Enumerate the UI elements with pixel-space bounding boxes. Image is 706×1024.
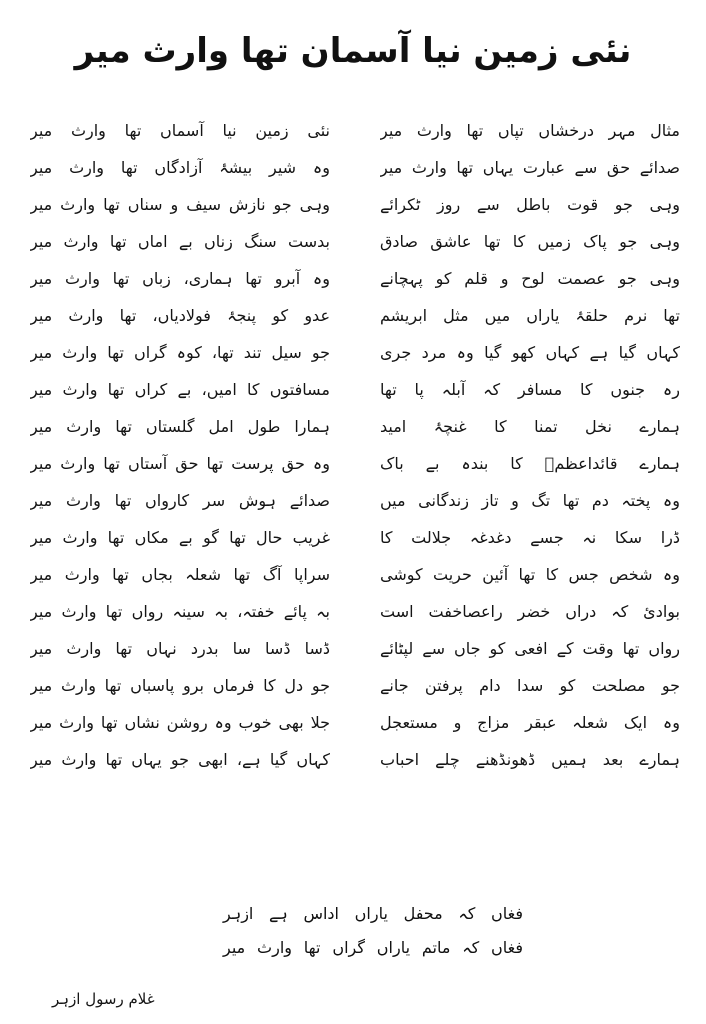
first-line: وہ ایک شعلہ عبقر مزاج و مستعجل	[380, 712, 680, 732]
first-line: ہمارے بعد ہمیں ڈھونڈھنے چلے احباب	[380, 749, 680, 769]
couplet	[30, 260, 680, 297]
first-line: مثال مہر درخشاں تپاں تھا وارث میر	[380, 120, 680, 140]
couplet	[30, 408, 680, 445]
couplet	[30, 667, 680, 704]
closing-line: فغاں کہ محفل یاراں اداس ہے ازہر	[223, 904, 523, 923]
second-line: بہ پائے خفتہ، بہ سینہ رواں تھا وارث میر	[30, 601, 330, 621]
couplet	[30, 630, 680, 667]
first-line: صدائے حق سے عبارت یہاں تھا وارث میر	[380, 157, 680, 177]
second-line: جو دل کا فرماں برو پاسباں تھا وارث میر	[30, 675, 330, 695]
first-line: وہی جو عصمت لوح و قلم کو پہچانے	[380, 268, 680, 288]
couplet	[30, 149, 680, 186]
couplet	[30, 556, 680, 593]
first-line: وہ شخص جس کا تھا آئین حریت کوشی	[380, 564, 680, 584]
second-line: مسافتوں کا امیں، بے کراں تھا وارث میر	[30, 379, 330, 399]
first-line: جو مصلحت کو سدا دام پرفتن جانے	[380, 675, 680, 695]
couplet	[30, 334, 680, 371]
first-line: رہ جنوں کا مسافر کہ آبلہ پا تھا	[380, 379, 680, 399]
second-line: وہی جو نازش سیف و سناں تھا وارث میر	[30, 194, 330, 214]
couplet	[30, 371, 680, 408]
second-line: نئی زمین نیا آسماں تھا وارث میر	[30, 120, 330, 140]
first-line: کہاں گیا ہے کہاں کھو گیا وہ مرد جری	[380, 342, 680, 362]
second-line: جلا بھی خوب وہ روشن نشاں تھا وارث میر	[30, 712, 330, 732]
closing-line: فغاں کہ ماتم یاراں گراں تھا وارث میر	[223, 938, 523, 957]
first-line: وہ پختہ دم تھا تگ و تاز زندگانی میں	[380, 490, 680, 510]
couplet	[30, 223, 680, 260]
second-line: ڈسا ڈسا سا بدرد نہاں تھا وارث میر	[30, 638, 330, 658]
second-line: صدائے ہوش سر کارواں تھا وارث میر	[30, 490, 330, 510]
first-line: ڈرا سکا نہ جسے دغدغہ جلالت کا	[380, 527, 680, 547]
closing-couplet	[0, 897, 706, 965]
first-line: وہی جو پاک زمیں کا تھا عاشق صادق	[380, 231, 680, 251]
couplet	[30, 297, 680, 334]
second-line: جو سیل تند تھا، کوہ گراں تھا وارث میر	[30, 342, 330, 362]
couplet	[30, 741, 680, 778]
second-line: عدو کو پنجۂ فولادیاں، تھا وارث میر	[30, 305, 330, 325]
first-line: بوادیٔ کہ دراں خضر راعصاخفت است	[380, 601, 680, 621]
second-line: وہ شیر بیشۂ آزادگاں تھا وارث میر	[30, 157, 330, 177]
first-line: وہی جو قوت باطل سے روز ٹکرائے	[380, 194, 680, 214]
couplet	[30, 704, 680, 741]
couplet	[30, 445, 680, 482]
verse-list	[30, 112, 680, 778]
second-line: سراپا آگ تھا شعلہ بجاں تھا وارث میر	[30, 564, 330, 584]
second-line: کہاں گیا ہے، ابھی جو یہاں تھا وارث میر	[30, 749, 330, 769]
couplet	[30, 186, 680, 223]
first-line: تھا نرم حلقۂ یاراں میں مثل ابریشم	[380, 305, 680, 325]
second-line: ہمارا طول امل گلستاں تھا وارث میر	[30, 416, 330, 436]
author-name: غلام رسول ازہر	[52, 990, 155, 1008]
couplet	[30, 593, 680, 630]
second-line: وہ آبرو تھا ہماری، زباں تھا وارث میر	[30, 268, 330, 288]
second-line: وہ حق پرست تھا حق آستاں تھا وارث میر	[30, 453, 330, 473]
couplet	[30, 112, 680, 149]
poem-title: نئی زمین نیا آسمان تھا وارث میر	[74, 31, 632, 71]
second-line: بدست سنگ زناں بے اماں تھا وارث میر	[30, 231, 330, 251]
couplet	[30, 519, 680, 556]
first-line: ہمارے قائداعظمؒ کا بندہ بے باک	[380, 453, 680, 473]
second-line: غریب حال تھا گو بے مکاں تھا وارث میر	[30, 527, 330, 547]
couplet	[30, 482, 680, 519]
first-line: رواں تھا وقت کے افعی کو جاں سے لپٹائے	[380, 638, 680, 658]
first-line: ہمارے نخل تمنا کا غنچۂ امید	[380, 416, 680, 436]
